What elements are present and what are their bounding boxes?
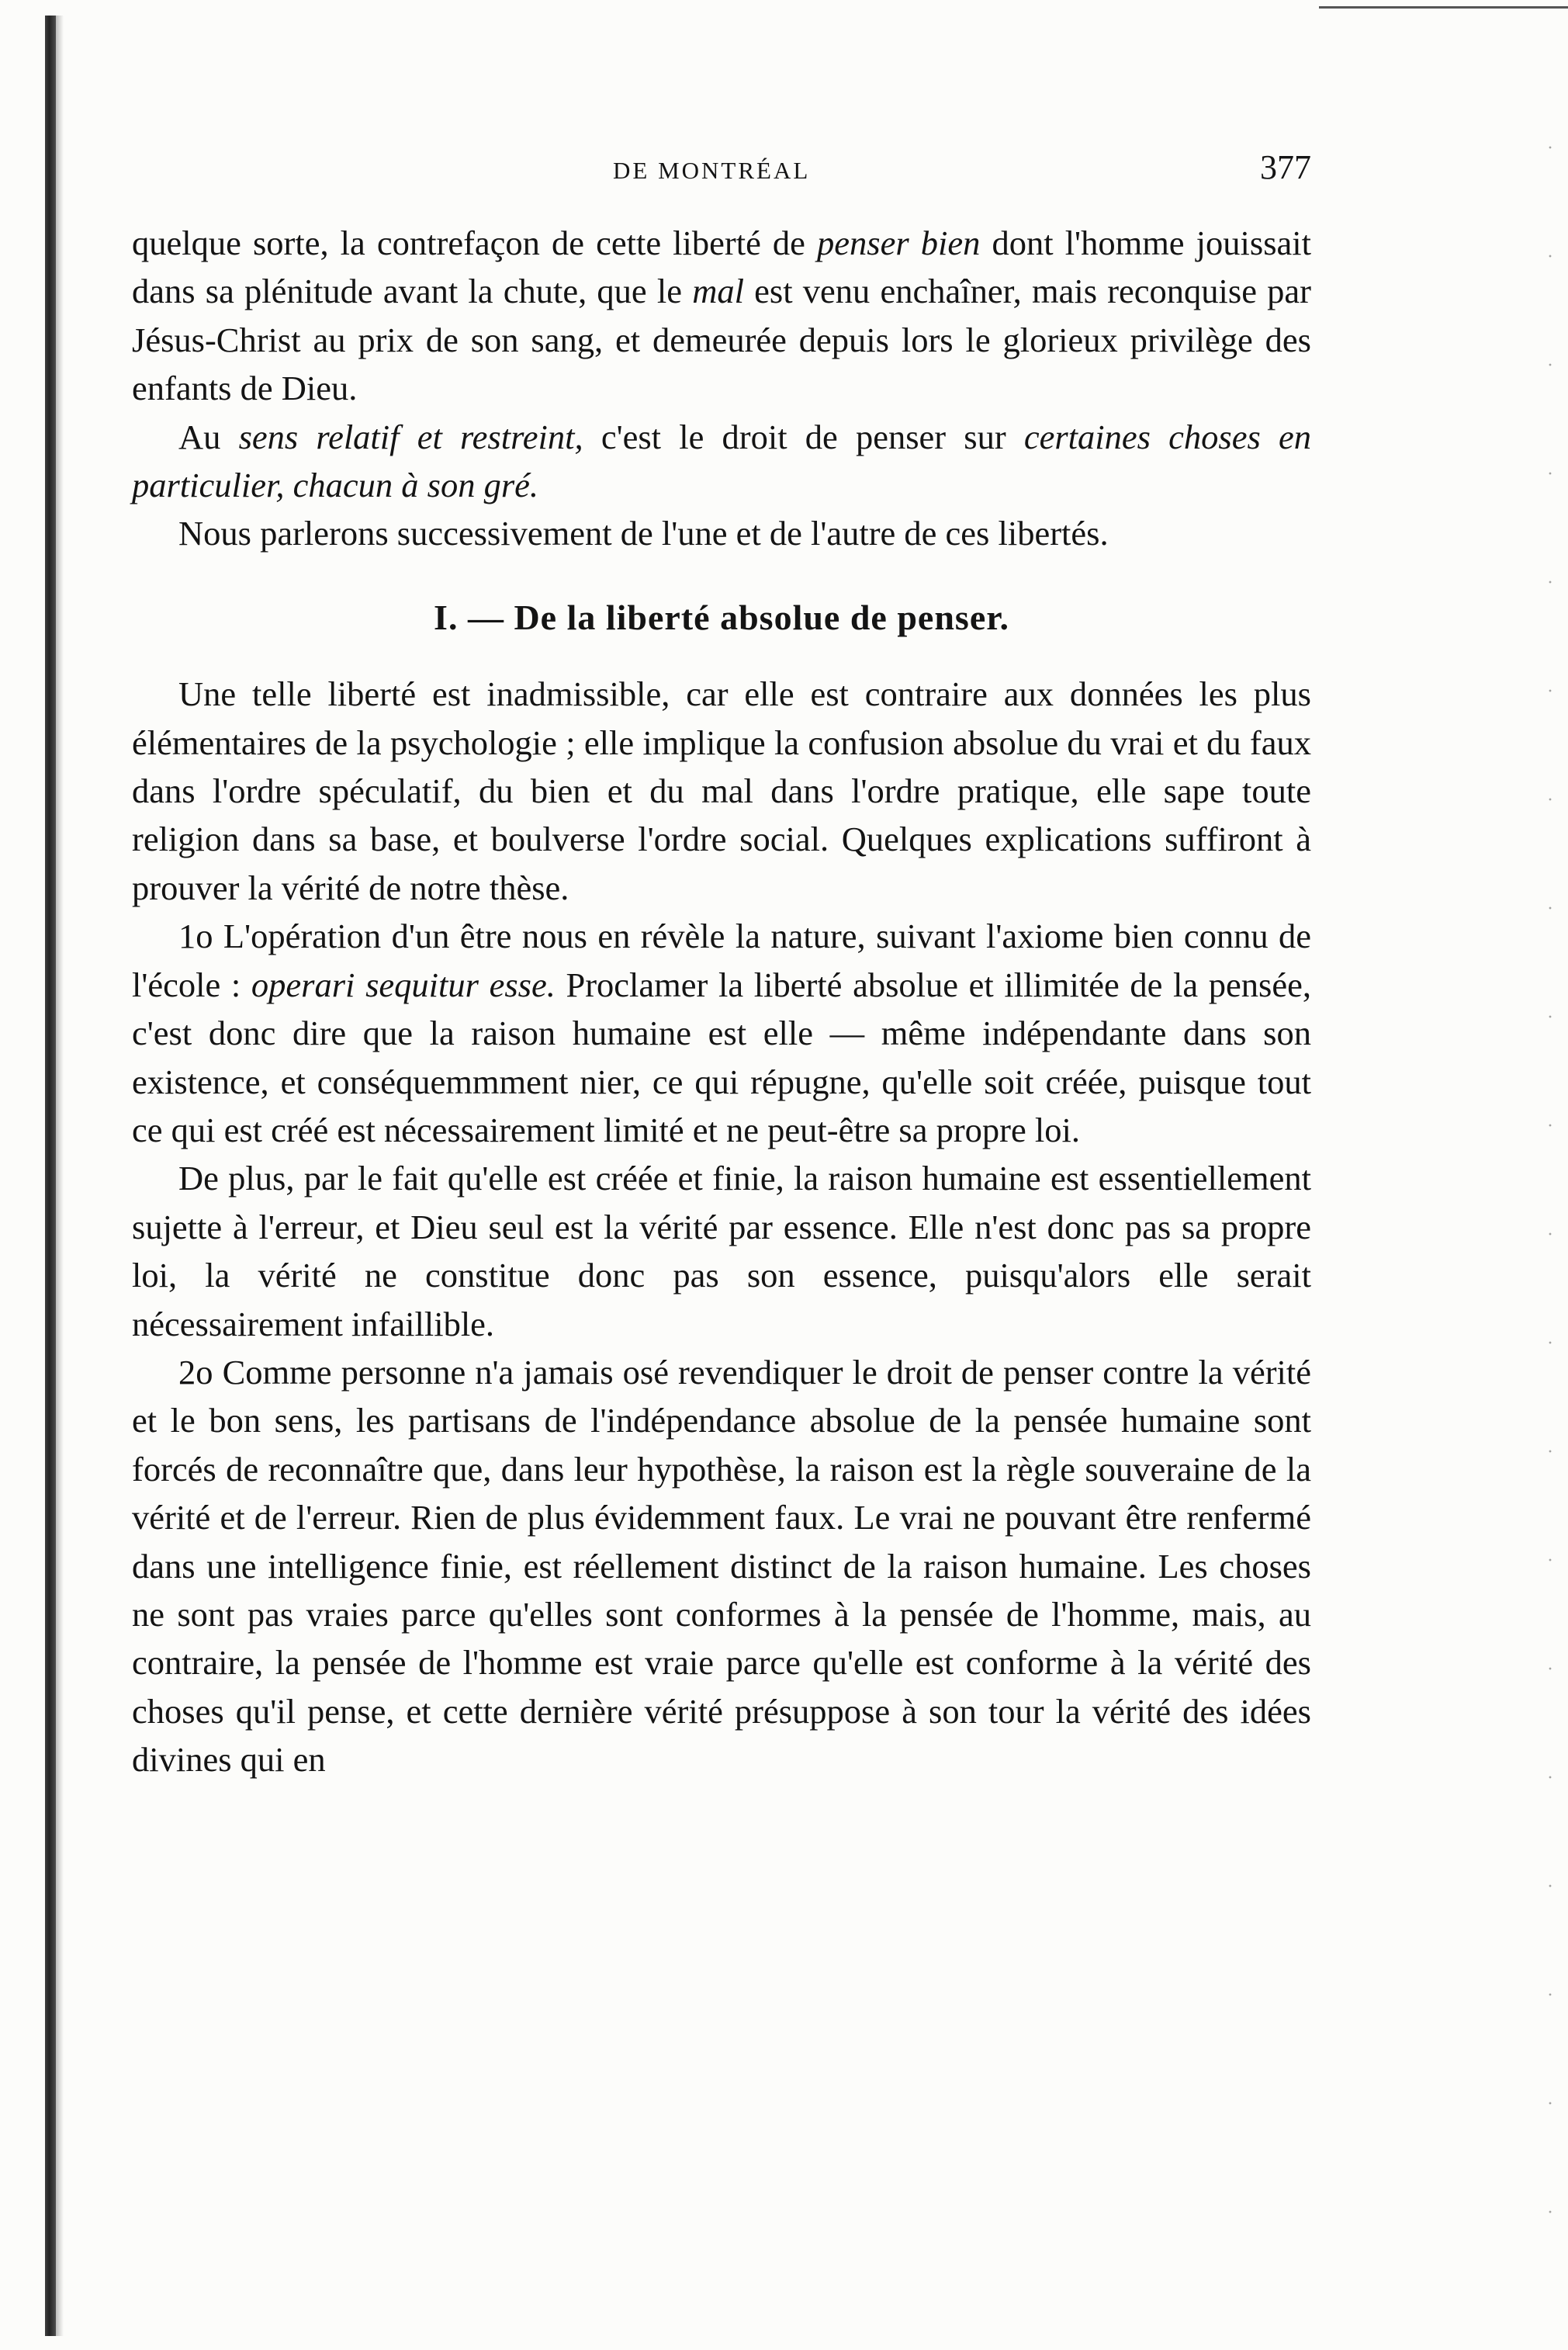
scan-rule [1319, 6, 1568, 9]
paragraphs-after-heading [132, 670, 1311, 1783]
text-run: Une telle liberté est inadmissible, car elle est contraire aux données les plus élémentaires de la psychologie ; elle implique la confusion absolue du vrai et du faux dans l'ordre spéculatif, du bien et du mal dans l'ordre pratique, elle sape toute religion dans sa base, et boulverse l'ordre social. Quelques explications suffiront à prouver la vérité de notre thèse. [132, 674, 1311, 907]
paragraph [132, 413, 1311, 510]
italic-phrase: mal [692, 272, 744, 311]
italic-phrase: certaines choses en particulier, chacun à son gré. [132, 417, 1311, 505]
italic-phrase: penser bien [817, 224, 981, 262]
text-run: Proclamer la liberté absolue et illimitée de la pensée, c'est donc dire que la raison humaine est elle — même indépendante dans son existence, et conséquemmment nier, ce qui répugne, qu'elle soit créée, puisque tout ce qui est créé est nécessairement limité et ne peut-être sa propre loi. [132, 965, 1311, 1149]
binding-edge [45, 16, 56, 2336]
body-text [132, 219, 1311, 1784]
paragraph [132, 219, 1311, 413]
section-heading: I. — De la liberté absolue de penser. [434, 597, 1009, 637]
text-run: 1o L'opération d'un être nous en révèle la nature, suivant l'axiome bien connu de l'école : [132, 917, 1311, 1004]
page-number: 377 [1260, 148, 1311, 186]
text-run: Nous parlerons successivement de l'une et de l'autre de ces libertés. [178, 514, 1109, 553]
paragraph [132, 670, 1311, 912]
paragraph [132, 1348, 1311, 1784]
italic-phrase: sens relatif et restreint, [238, 417, 583, 456]
text-run: c'est le droit de penser sur [583, 417, 1024, 456]
scan-specks [1548, 93, 1552, 2305]
text-run: Au [178, 417, 239, 456]
paragraph [132, 1154, 1311, 1348]
text-run: De plus, par le fait qu'elle est créée et finie, la raison humaine est essentiellement sujette à l'erreur, et Dieu seul est la vérité par essence. Elle n'est donc pas sa propre loi, la vérité ne constitue donc pas son essence, puisqu'alors elle serait nécessairement infaillible. [132, 1159, 1311, 1343]
paragraphs-before-heading [132, 219, 1311, 558]
text-run: quelque sorte, la contrefaçon de cette liberté de [132, 224, 818, 262]
text-run: dont l'homme jouissait dans sa plénitude avant la chute, que le [132, 224, 1311, 311]
italic-phrase: operari sequitur esse. [251, 965, 556, 1004]
text-run: 2o Comme personne n'a jamais osé revendiquer le droit de penser contre la vérité et le bon sens, les partisans de l'indépendance absolue de la pensée humaine sont forcés de reconnaître que, dans leur hypothèse, la raison est la règle souveraine de la vérité et de l'erreur. Rien de plus évidemment faux. Le vrai ne pouvant être renfermé dans une intelligence finie, est réellement distinct de la raison humaine. Les choses ne sont pas vraies parce qu'elles sont conformes à la pensée de l'homme, mais, au contraire, la pensée de l'homme est vraie parce qu'elle est conforme à la vérité des choses qu'il pense, et cette dernière vérité présuppose à son tour la vérité des idées divines qui en [132, 1352, 1311, 1780]
page-header [132, 147, 1311, 194]
text-run: est venu enchaîner, mais reconquise par Jésus-Christ au prix de son sang, et demeurée depuis lors le glorieux privilège des enfants de Dieu. [132, 272, 1311, 408]
binding-shadow [56, 16, 64, 2336]
paragraph [132, 509, 1311, 557]
paragraph [132, 912, 1311, 1154]
running-head: DE MONTRÉAL [613, 157, 811, 184]
